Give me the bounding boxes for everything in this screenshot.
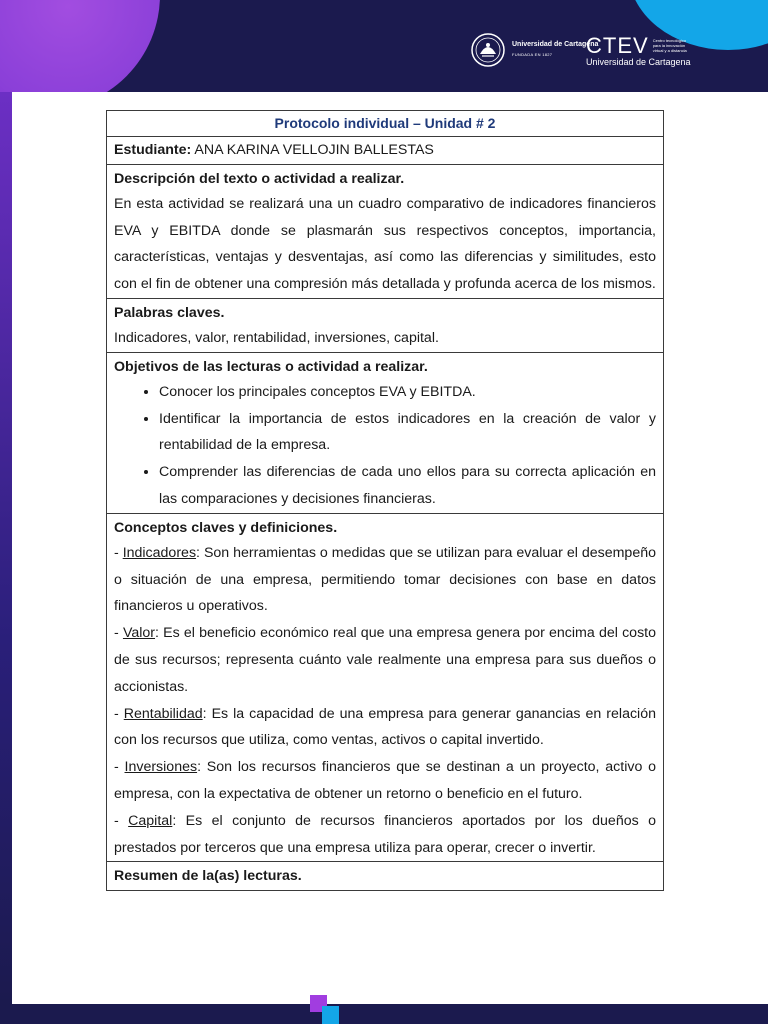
universidad-logo	[470, 30, 598, 70]
concept-term: Indicadores	[122, 544, 197, 561]
concept-item: - Rentabilidad: Es la capacidad de una empresa para generar ganancias en relación con los recursos que utiliza, como ventas, activos o capital invertido.	[114, 705, 656, 749]
objectives-heading: Objetivos de las lecturas o actividad a realizar.	[114, 358, 428, 375]
list-item: • Conocer los principales conceptos EVA y EBITDA.	[159, 379, 656, 406]
list-item: • Comprender las diferencias de cada uno ellos para su correcta aplicación en las comparaciones y decisiones financieras.	[159, 459, 656, 513]
student-row	[107, 137, 664, 165]
concept-definition: : Es la capacidad de una empresa para generar ganancias en relación con los recursos que utiliza, como ventas, activos o capital invertido.	[114, 705, 656, 749]
description-section	[107, 164, 664, 298]
document-title: Protocolo individual – Unidad # 2	[107, 111, 664, 137]
concept-item: - Capital: Es el conjunto de recursos financieros aportados por los dueños o prestados por terceros que una empresa utiliza para operar, crecer o invertir.	[114, 812, 656, 856]
student-name: ANA KARINA VELLOJIN BALLESTAS	[194, 142, 434, 158]
concepts-heading: Conceptos claves y definiciones.	[114, 519, 338, 536]
summary-section	[107, 862, 664, 891]
objectives-list	[114, 379, 656, 513]
side-accent-stripe	[0, 92, 12, 1004]
concept-term: Capital	[128, 812, 173, 829]
page-footer	[0, 1004, 768, 1024]
concept-term: Rentabilidad	[123, 705, 203, 722]
description-heading: Descripción del texto o actividad a realizar.	[114, 170, 405, 187]
university-seal-icon	[470, 32, 506, 68]
concept-item: - Indicadores: Son herramientas o medidas que se utilizan para evaluar el desempeño o situación de una empresa, permitiendo tomar decisiones con base en datos financieros u operativos.	[114, 544, 656, 615]
concept-term: Inversiones	[124, 759, 198, 776]
objectives-section	[107, 352, 664, 513]
concept-definition: : Son herramientas o medidas que se utilizan para evaluar el desempeño o situación de una empresa, permitiendo tomar decisiones con base en datos financieros u operativos.	[114, 544, 656, 615]
concepts-section	[107, 513, 664, 862]
concept-item: - Inversiones: Son los recursos financieros que se destinan a un proyecto, activo o empresa, con la expectativa de obtener un retorno o beneficio en el futuro.	[114, 759, 656, 802]
description-body: En esta actividad se realizará una un cuadro comparativo de indicadores financieros EVA y EBITDA donde se plasmarán sus respectivos conceptos, importancia, características, ventajas y desventajas, así como las diferencias y similitudes, esto con el fin de obtener una compresión más detallada y profunda acerca de los mismos.	[114, 195, 656, 293]
cyan-square-decoration	[322, 1006, 339, 1024]
keywords-body: Indicadores, valor, rentabilidad, inversiones, capital.	[114, 329, 439, 346]
keywords-section	[107, 298, 664, 352]
concept-definition: : Es el conjunto de recursos financieros aportados por los dueños o prestados por terceros que una empresa utiliza para operar, crecer o invertir.	[114, 812, 656, 856]
purple-decoration	[0, 0, 160, 92]
keywords-heading: Palabras claves.	[114, 304, 225, 321]
concept-definition: : Son los recursos financieros que se destinan a un proyecto, activo o empresa, con la expectativa de obtener un retorno o beneficio en el futuro.	[114, 759, 656, 802]
page-header	[0, 0, 768, 92]
list-item: • Identificar la importancia de estos indicadores en la creación de valor y rentabilidad de la empresa.	[159, 406, 656, 460]
ctev-logo	[586, 33, 691, 67]
ctev-tagline: Centro tecnológico para la innovación virtual y a distancia	[652, 38, 687, 53]
summary-heading: Resumen de la(as) lecturas.	[114, 868, 302, 885]
concept-term: Valor	[122, 625, 156, 642]
concept-item: - Valor: Es el beneficio económico real que una empresa genera por encima del costo de sus recursos; representa cuánto vale realmente una empresa para sus dueños o accionistas.	[114, 625, 656, 695]
student-label: Estudiante:	[114, 142, 192, 158]
university-name: Universidad de Cartagena FUNDADA EN 1827	[512, 41, 599, 57]
ctev-subtitle: Universidad de Cartagena	[586, 57, 691, 67]
concept-definition: : Es el beneficio económico real que una empresa genera por encima del costo de sus recursos; representa cuánto vale realmente una empresa para sus dueños o accionistas.	[114, 625, 656, 695]
protocol-table	[106, 110, 664, 891]
ctev-wordmark: CTEV	[586, 33, 649, 58]
